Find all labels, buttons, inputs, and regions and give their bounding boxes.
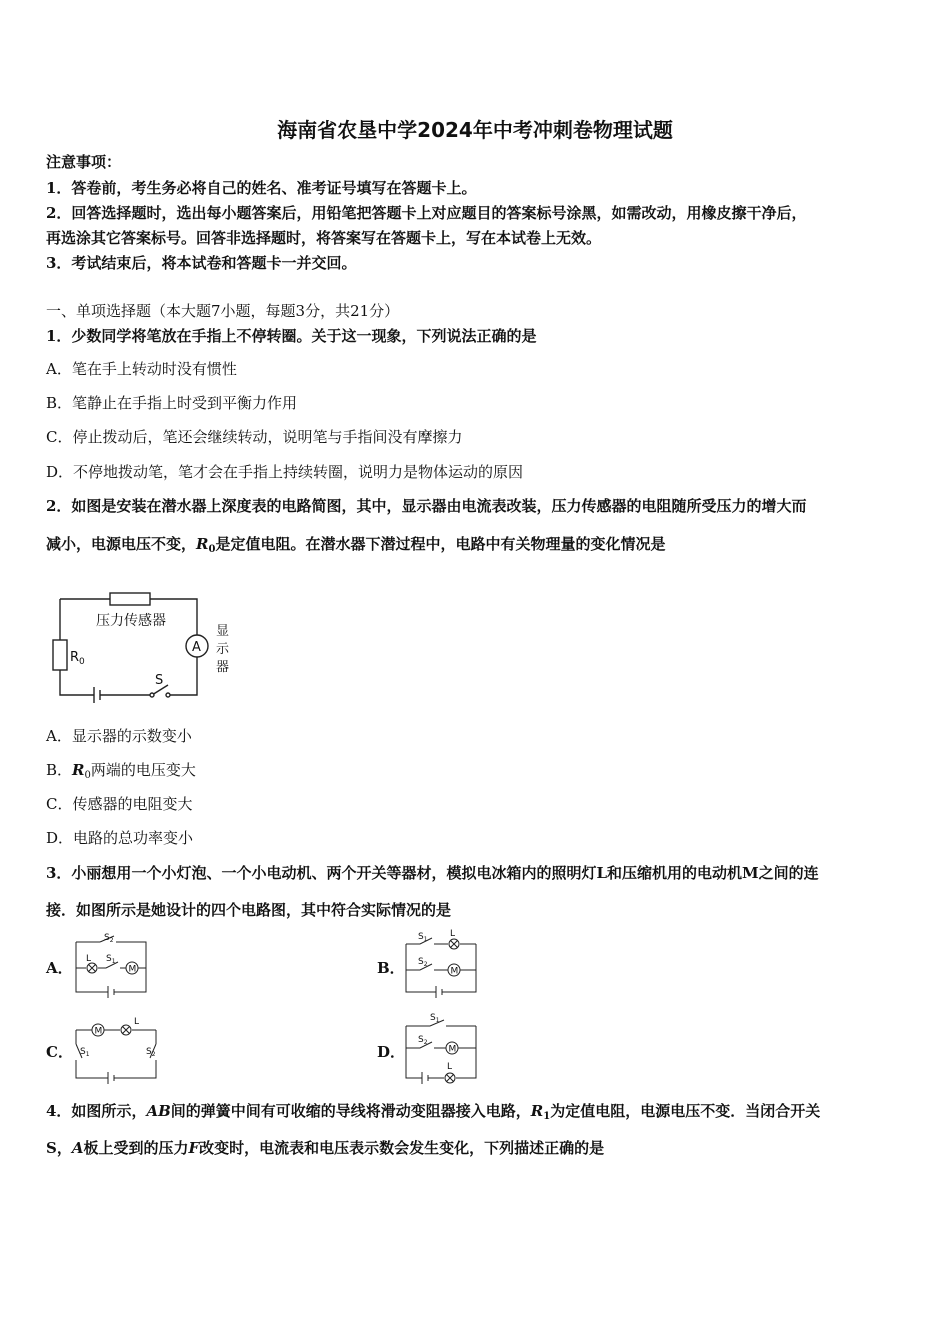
q3-option-c[interactable]: C． [46,1043,73,1061]
notice-heading: 注意事项： [46,153,122,171]
q3-circuit-a [70,930,152,1000]
notice-item: 3．考试结束后，将本试卷和答题卡一并交回。 [46,254,357,272]
notice-item: 1．答卷前，考生务必将自己的姓名、准考证号填写在答题卡上。 [46,179,477,197]
q3-option-d[interactable]: D． [377,1043,406,1061]
q2-option-c[interactable]: C．传感器的电阻变大 [46,795,193,813]
svg-text:S1: $S_1$ [430,1013,440,1024]
ammeter-label: A [192,640,201,655]
svg-text:S1: $S_1$ [80,1047,90,1058]
svg-text:L: L [134,1017,140,1027]
svg-text:S2: $S_2$ [418,1035,428,1046]
question-1-stem: 1．少数同学将笔放在手指上不停转圈。关于这一现象，下列说法正确的是 [46,327,537,345]
question-2-stem-line1: 2．如图是安装在潜水器上深度表的电路简图，其中，显示器由电流表改装，压力传感器的电阻随所受压力的增大而 [46,497,807,515]
question-2-stem-line2: 减小，电源电压不变，$R_0$是定值电阻。在潜水器下潜过程中，电路中有关物理量的变化情况是 [46,535,666,555]
svg-text:S2: $S_2$ [146,1047,156,1058]
display-label: 显 [216,624,230,639]
question-3-stem-line1: 3．小丽想用一个小灯泡、一个小电动机、两个开关等器材，模拟电冰箱内的照明灯L和压缩机用的电动机M之间的连 [46,864,819,882]
q1-option-a[interactable]: A．笔在手上转动时没有惯性 [46,360,237,378]
q3-circuit-b [400,930,484,1000]
q2-circuit-diagram [40,585,240,705]
question-4-stem-line1: 4．如图所示，AB间的弹簧中间有可收缩的导线将滑动变阻器接入电路，$R_1$为定值电阻，电源电压不变．当闭合开关 [46,1102,821,1122]
q1-option-b[interactable]: B．笔静止在手指上时受到平衡力作用 [46,394,298,412]
svg-text:S2: $S_2$ [104,933,114,944]
svg-text:S2: $S_2$ [418,957,428,968]
notice-item: 2．回答选择题时，选出每小题答案后，用铅笔把答题卡上对应题目的答案标号涂黑，如需改动，用橡皮擦干净后， [46,204,807,222]
svg-text:S1: $S_1$ [106,954,116,965]
svg-text:S1: $S_1$ [418,932,428,943]
display-label: 示 [216,642,230,657]
q3-circuit-d [400,1012,484,1088]
section-heading: 一、单项选择题（本大题7小题，每题3分，共21分） [46,302,400,320]
q3-circuit-c [70,1014,162,1086]
r0-label: $R_0$ [70,650,85,667]
q2-option-b[interactable]: B．$R_0$两端的电压变大 [46,761,196,781]
display-label: 器 [216,660,230,675]
q1-option-c[interactable]: C．停止拨动后，笔还会继续转动，说明笔与手指间没有摩擦力 [46,428,463,446]
notice-item: 再选涂其它答案标号。回答非选择题时，将答案写在答题卡上，写在本试卷上无效。 [46,229,602,247]
svg-text:L: L [450,929,456,939]
question-3-stem-line2: 接．如图所示是她设计的四个电路图，其中符合实际情况的是 [46,901,452,919]
question-4-stem-line2: S，A板上受到的压力F改变时，电流表和电压表示数会发生变化，下列描述正确的是 [46,1139,605,1157]
svg-text:M: M [128,964,137,975]
q3-option-b[interactable]: B． [377,959,405,977]
svg-text:L: L [447,1062,453,1072]
q1-option-d[interactable]: D．不停地拨动笔，笔才会在手指上持续转圈，说明力是物体运动的原因 [46,463,524,481]
sensor-label: 压力传感器 [96,613,166,629]
switch-label: S [155,673,164,688]
q3-option-a[interactable]: A． [46,959,73,977]
svg-text:M: M [450,966,459,977]
q2-option-a[interactable]: A．显示器的示数变小 [46,727,192,745]
page-title: 海南省农垦中学2024年中考冲刺卷物理试题 [277,118,673,142]
q2-option-d[interactable]: D．电路的总功率变小 [46,829,194,847]
svg-text:M: M [448,1044,457,1055]
svg-text:M: M [94,1026,103,1037]
svg-text:L: L [86,954,92,964]
